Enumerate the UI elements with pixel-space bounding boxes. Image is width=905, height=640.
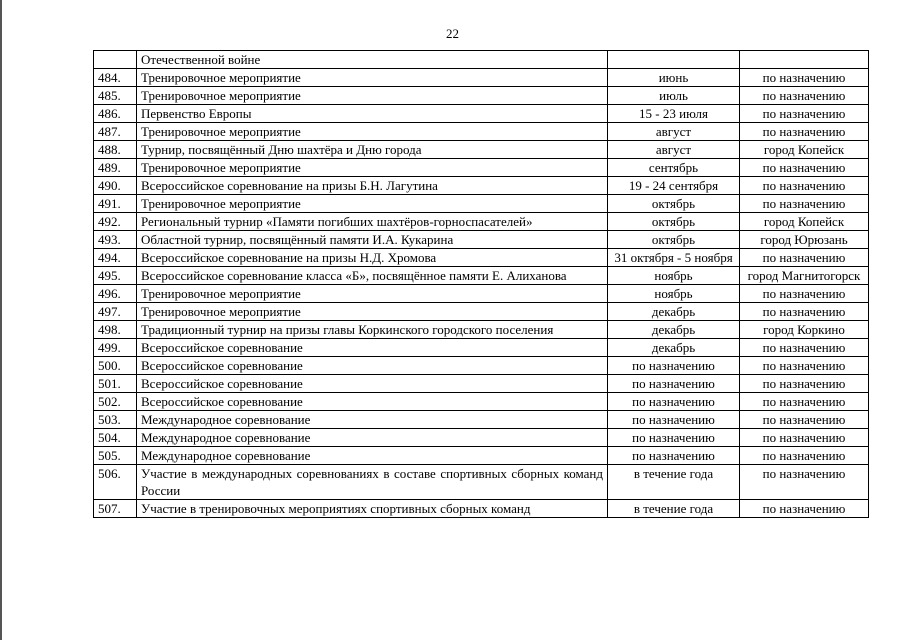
event-date: по назначению	[608, 447, 740, 465]
table-row	[94, 447, 869, 465]
event-date: по назначению	[608, 393, 740, 411]
row-number: 499.	[94, 339, 137, 357]
row-number: 498.	[94, 321, 137, 339]
table-row	[94, 51, 869, 69]
page-number: 22	[446, 26, 459, 41]
row-number: 506.	[94, 465, 137, 500]
row-number: 507.	[94, 500, 137, 518]
table-row	[94, 465, 869, 500]
event-name: Тренировочное мероприятие	[137, 87, 608, 105]
event-name: Международное соревнование	[137, 447, 608, 465]
row-number: 504.	[94, 429, 137, 447]
row-number: 491.	[94, 195, 137, 213]
event-name: Традиционный турнир на призы главы Коркинского городского поселения	[137, 321, 608, 339]
event-name: Тренировочное мероприятие	[137, 303, 608, 321]
table-row	[94, 429, 869, 447]
event-name: Тренировочное мероприятие	[137, 285, 608, 303]
row-number: 493.	[94, 231, 137, 249]
event-name: Отечественной войне	[137, 51, 608, 69]
table-row	[94, 123, 869, 141]
table-row	[94, 69, 869, 87]
event-name: Всероссийское соревнование	[137, 357, 608, 375]
event-name: Первенство Европы	[137, 105, 608, 123]
event-date: по назначению	[608, 375, 740, 393]
row-number: 485.	[94, 87, 137, 105]
event-place: по назначению	[740, 105, 869, 123]
event-place: по назначению	[740, 500, 869, 518]
event-date: по назначению	[608, 429, 740, 447]
event-date: 19 - 24 сентября	[608, 177, 740, 195]
row-number: 496.	[94, 285, 137, 303]
row-number: 487.	[94, 123, 137, 141]
event-name: Всероссийское соревнование класса «Б», посвящённое памяти Е. Алиханова	[137, 267, 608, 285]
event-place	[740, 51, 869, 69]
events-table	[93, 50, 869, 518]
event-name: Участие в тренировочных мероприятиях спортивных сборных команд	[137, 500, 608, 518]
event-name: Международное соревнование	[137, 429, 608, 447]
row-number: 492.	[94, 213, 137, 231]
event-date: июль	[608, 87, 740, 105]
event-place: по назначению	[740, 411, 869, 429]
event-place: по назначению	[740, 159, 869, 177]
event-date: в течение года	[608, 465, 740, 500]
table-row	[94, 393, 869, 411]
event-name: Всероссийское соревнование	[137, 393, 608, 411]
table-row	[94, 303, 869, 321]
row-number: 494.	[94, 249, 137, 267]
event-name: Турнир, посвящённый Дню шахтёра и Дню города	[137, 141, 608, 159]
event-name: Международное соревнование	[137, 411, 608, 429]
event-name: Всероссийское соревнование на призы Б.Н. Лагутина	[137, 177, 608, 195]
event-name: Областной турнир, посвящённый памяти И.А. Кукарина	[137, 231, 608, 249]
table-row	[94, 177, 869, 195]
table-row	[94, 105, 869, 123]
event-place: по назначению	[740, 393, 869, 411]
event-date: ноябрь	[608, 267, 740, 285]
event-date	[608, 51, 740, 69]
table-row	[94, 249, 869, 267]
table-row	[94, 213, 869, 231]
row-number: 502.	[94, 393, 137, 411]
row-number: 501.	[94, 375, 137, 393]
event-place: по назначению	[740, 69, 869, 87]
event-name: Всероссийское соревнование на призы Н.Д. Хромова	[137, 249, 608, 267]
row-number: 489.	[94, 159, 137, 177]
event-place: город Копейск	[740, 141, 869, 159]
table-row	[94, 87, 869, 105]
table-row	[94, 195, 869, 213]
event-place: по назначению	[740, 249, 869, 267]
row-number: 503.	[94, 411, 137, 429]
table-row	[94, 321, 869, 339]
row-number: 490.	[94, 177, 137, 195]
event-date: июнь	[608, 69, 740, 87]
event-date: по назначению	[608, 357, 740, 375]
event-place: по назначению	[740, 447, 869, 465]
event-place: по назначению	[740, 303, 869, 321]
event-name: Тренировочное мероприятие	[137, 159, 608, 177]
event-place: по назначению	[740, 357, 869, 375]
event-place: по назначению	[740, 195, 869, 213]
event-place: город Магнитогорск	[740, 267, 869, 285]
event-name: Тренировочное мероприятие	[137, 69, 608, 87]
event-place: по назначению	[740, 375, 869, 393]
event-place: по назначению	[740, 123, 869, 141]
event-date: 15 - 23 июля	[608, 105, 740, 123]
table-row	[94, 357, 869, 375]
row-number: 500.	[94, 357, 137, 375]
table-row	[94, 141, 869, 159]
table-row	[94, 267, 869, 285]
events-table-body	[94, 51, 869, 518]
event-place: по назначению	[740, 429, 869, 447]
row-number: 497.	[94, 303, 137, 321]
event-date: ноябрь	[608, 285, 740, 303]
event-date: октябрь	[608, 231, 740, 249]
table-row	[94, 339, 869, 357]
event-place: по назначению	[740, 87, 869, 105]
table-row	[94, 500, 869, 518]
event-date: в течение года	[608, 500, 740, 518]
event-name: Региональный турнир «Памяти погибших шахтёров-горноспасателей»	[137, 213, 608, 231]
event-date: по назначению	[608, 411, 740, 429]
event-date: октябрь	[608, 195, 740, 213]
row-number: 495.	[94, 267, 137, 285]
event-name: Всероссийское соревнование	[137, 339, 608, 357]
event-date: октябрь	[608, 213, 740, 231]
table-row	[94, 285, 869, 303]
row-number: 505.	[94, 447, 137, 465]
event-date: август	[608, 141, 740, 159]
row-number: 486.	[94, 105, 137, 123]
event-date: декабрь	[608, 339, 740, 357]
table-row	[94, 375, 869, 393]
table-row	[94, 231, 869, 249]
table-row	[94, 411, 869, 429]
event-date: август	[608, 123, 740, 141]
page-left-edge	[0, 0, 2, 640]
event-place: по назначению	[740, 465, 869, 500]
row-number: 484.	[94, 69, 137, 87]
event-name: Всероссийское соревнование	[137, 375, 608, 393]
event-date: 31 октября - 5 ноября	[608, 249, 740, 267]
row-number: 488.	[94, 141, 137, 159]
event-place: по назначению	[740, 285, 869, 303]
event-date: декабрь	[608, 303, 740, 321]
event-date: сентябрь	[608, 159, 740, 177]
event-name: Тренировочное мероприятие	[137, 123, 608, 141]
table-row	[94, 159, 869, 177]
event-place: по назначению	[740, 339, 869, 357]
row-number	[94, 51, 137, 69]
event-date: декабрь	[608, 321, 740, 339]
event-name: Тренировочное мероприятие	[137, 195, 608, 213]
event-place: город Юрюзань	[740, 231, 869, 249]
event-place: город Копейск	[740, 213, 869, 231]
event-name: Участие в международных соревнованиях в составе спортивных сборных команд России	[137, 465, 608, 500]
event-place: город Коркино	[740, 321, 869, 339]
event-place: по назначению	[740, 177, 869, 195]
